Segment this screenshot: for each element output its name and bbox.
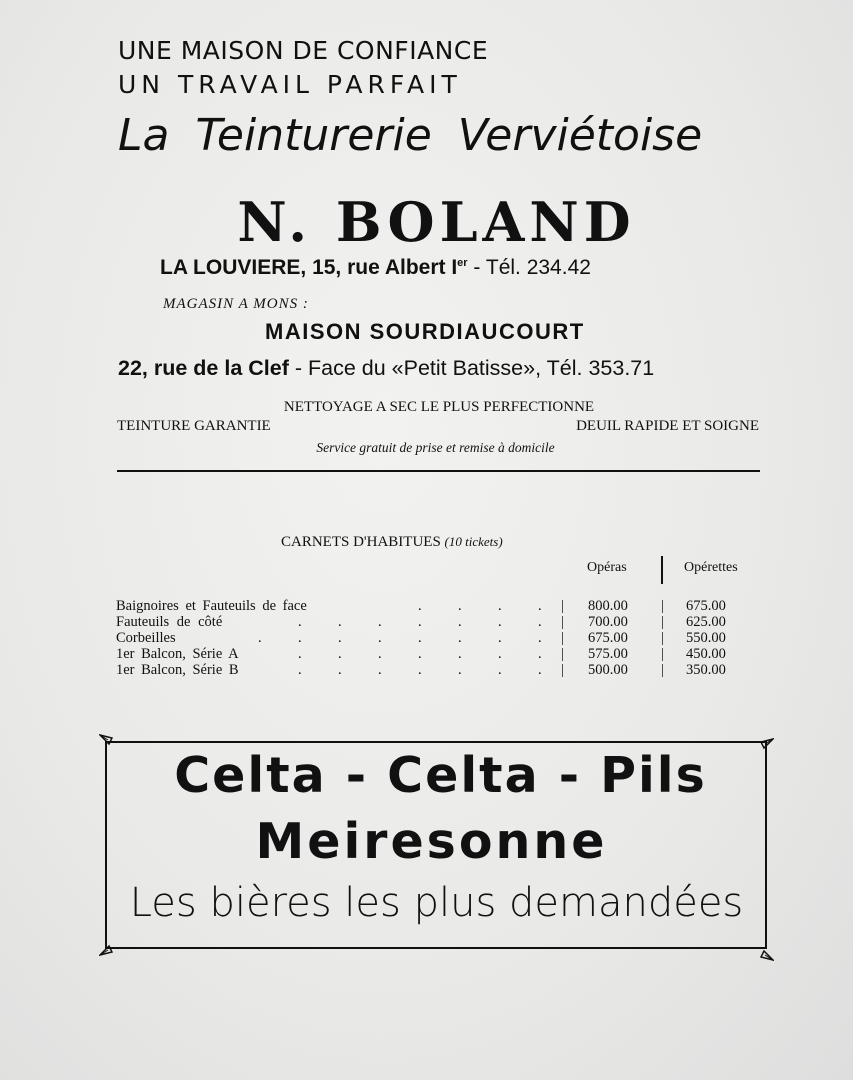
price-operas: 500.00 xyxy=(588,662,628,678)
column-header-operas: Opéras xyxy=(587,560,627,575)
owner-name: N. BOLAND xyxy=(237,190,636,254)
advert-brands: Celta - Celta - Pils xyxy=(174,747,707,804)
main-address-superscript: er xyxy=(457,257,468,269)
carnets-title-text: CARNETS D'HABITUES xyxy=(281,534,441,550)
column-header-separator xyxy=(661,556,663,584)
corner-leaf-icon xyxy=(99,734,113,748)
carnets-title xyxy=(281,534,503,551)
magasin-location: - Face du «Petit Batisse», Tél. 353.71 xyxy=(288,356,655,380)
slogan-line-2: UN TRAVAIL PARFAIT xyxy=(118,70,462,99)
price-operas: 675.00 xyxy=(588,630,628,646)
carnets-note: (10 tickets) xyxy=(444,534,503,549)
corner-leaf-icon xyxy=(99,942,113,956)
slogan-line-1: UNE MAISON DE CONFIANCE xyxy=(118,36,489,65)
price-operettes: 675.00 xyxy=(686,598,726,614)
price-operas: 575.00 xyxy=(588,646,628,662)
price-operettes: 625.00 xyxy=(686,614,726,630)
service-mourning: DEUIL RAPIDE ET SOIGNE xyxy=(576,418,759,434)
row-separator: | xyxy=(661,614,664,630)
service-dry-cleaning: NETTOYAGE A SEC LE PLUS PERFECTIONNE xyxy=(283,399,595,415)
price-operas: 800.00 xyxy=(588,598,628,614)
row-separator: | xyxy=(561,646,564,662)
price-row-label: 1er Balcon, Série B xyxy=(116,662,239,678)
service-dyeing: TEINTURE GARANTIE xyxy=(117,418,271,434)
row-separator: | xyxy=(561,598,564,614)
main-address xyxy=(160,256,591,280)
magasin-street: 22, rue de la Clef xyxy=(118,356,289,380)
price-operettes: 450.00 xyxy=(686,646,726,662)
advert-tagline: Les bières les plus demandées xyxy=(129,880,744,926)
price-operettes: 550.00 xyxy=(686,630,726,646)
company-name: La Teinturerie Verviétoise xyxy=(118,110,703,161)
price-row-label: Fauteuils de côté xyxy=(116,614,223,630)
corner-leaf-icon xyxy=(760,947,774,961)
main-address-street: LA LOUVIERE, 15, rue Albert I xyxy=(160,256,458,279)
row-separator: | xyxy=(561,630,564,646)
row-separator: | xyxy=(561,662,564,678)
magasin-label: MAGASIN A MONS : xyxy=(163,296,309,312)
row-separator: | xyxy=(661,646,664,662)
main-address-phone: - Tél. 234.42 xyxy=(467,256,591,279)
price-row-label: Corbeilles xyxy=(116,630,176,646)
price-operettes: 350.00 xyxy=(686,662,726,678)
divider-rule xyxy=(117,470,760,472)
row-separator: | xyxy=(661,630,664,646)
magasin-address xyxy=(118,356,654,381)
magasin-name: MAISON SOURDIAUCOURT xyxy=(265,319,585,344)
price-row-label: 1er Balcon, Série A xyxy=(116,646,239,662)
advert-brewery: Meiresonne xyxy=(255,813,608,870)
row-separator: | xyxy=(661,662,664,678)
price-operas: 700.00 xyxy=(588,614,628,630)
row-separator: | xyxy=(661,598,664,614)
service-free-delivery: Service gratuit de prise et remise à domicile xyxy=(316,440,555,455)
column-header-operettes: Opérettes xyxy=(684,560,738,575)
row-separator: | xyxy=(561,614,564,630)
price-row-label: Baignoires et Fauteuils de face xyxy=(116,598,307,614)
